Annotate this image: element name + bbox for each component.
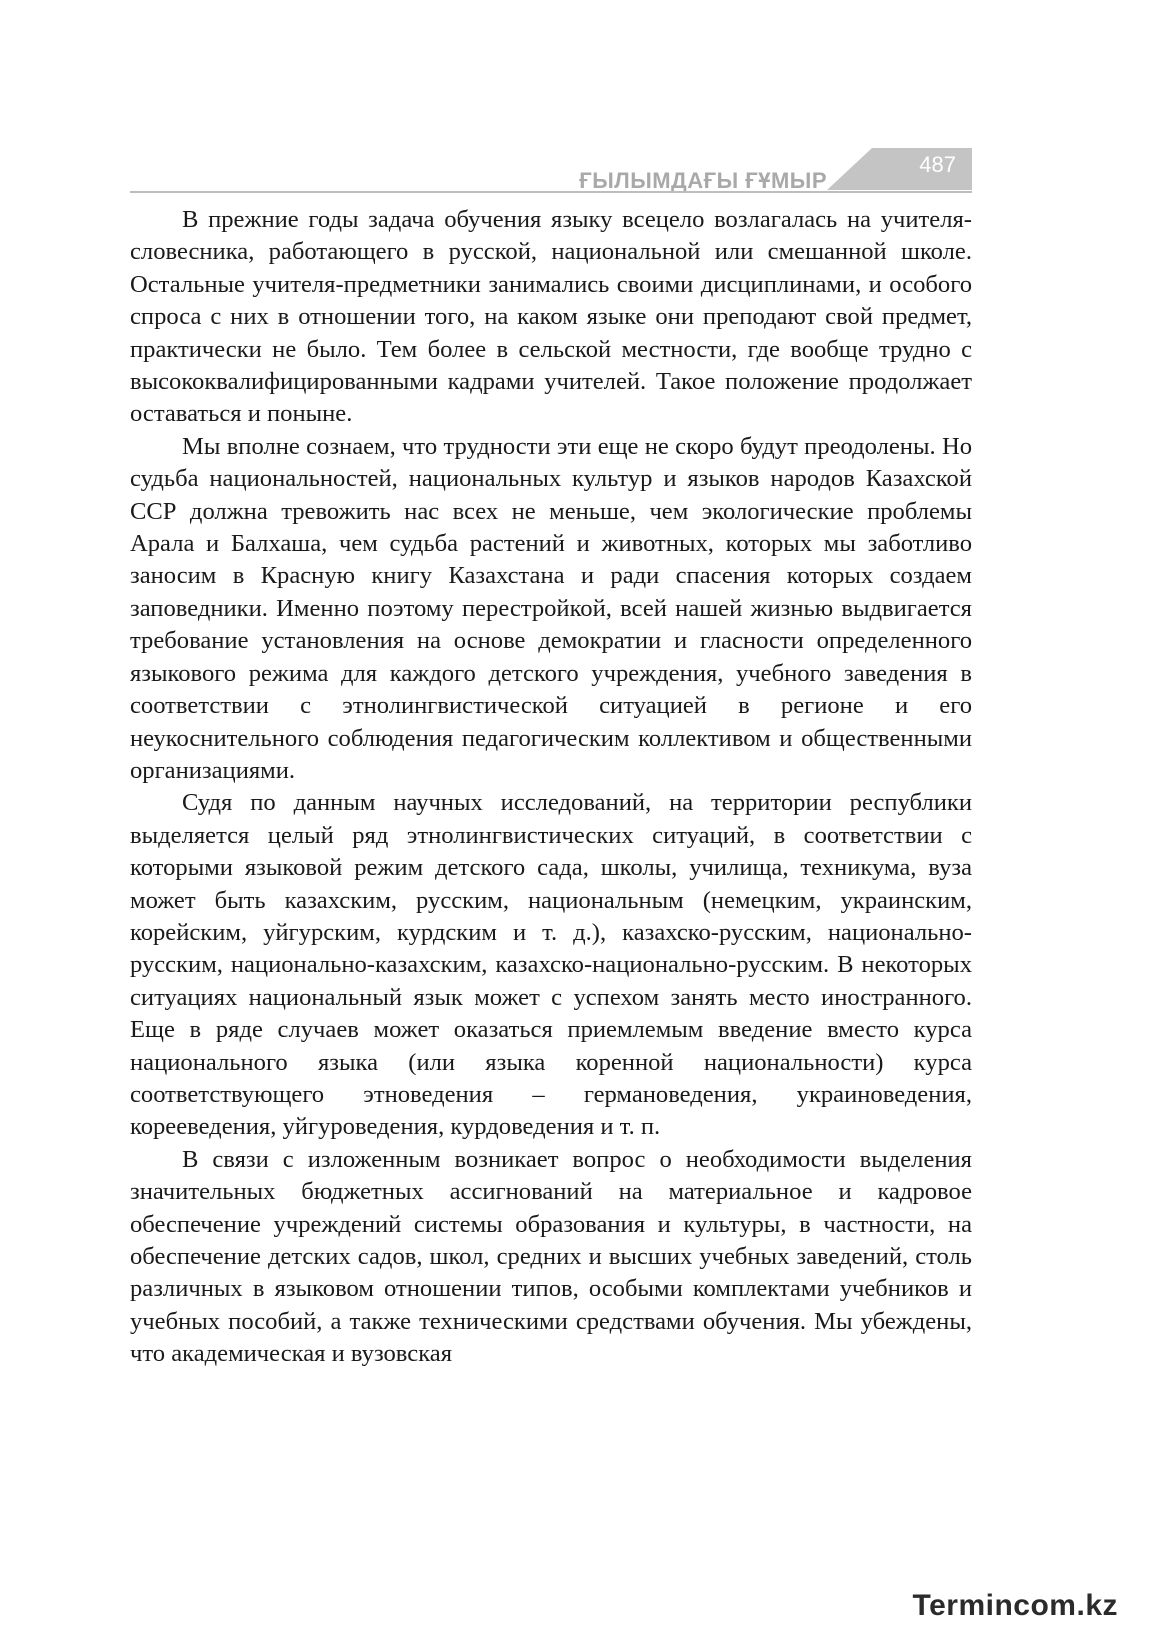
running-header [130, 148, 972, 196]
paragraph: Мы вполне сознаем, что трудности эти еще не скоро будут преодолены. Но судьба национальностей, национальных культур и языков народов Казахской ССР должна тревожить нас всех не меньше, чем экологические проблемы Арала и Балхаша, чем судьба растений и животных, которых мы заботливо заносим в Красную книгу Казахстана и ради спасения которых создаем заповедники. Именно поэтому перестройкой, всей нашей жизнью выдвигается требование установления на основе демократии и гласности определенного языкового режима для каждого детского учреждения, учебного заведения в соответствии с этнолингвистической ситуацией в регионе и его неукоснительного соблюдения педагогическим коллективом и общественными организациями. [130, 432, 972, 784]
paragraph: Судя по данным научных исследований, на территории республики выделяется целый ряд этнолингвистических ситуаций, в соответствии с которыми языковой режим детского сада, школы, училища, техникума, вуза может быть казахским, русским, национальным (немецким, украинским, корейским, уйгурским, курдским и т. д.), казахско-русским, национально-русским, национально-казахским, казахско-национально-русским. В некоторых ситуациях национальный язык может с успехом занять место иностранного. Еще в ряде случаев может оказаться приемлемым введение вместо курса национального языка (или языка коренной национальности) курса соответствующего этноведения – германоведения, украиноведения, корееведения, уйгуроведения, курдоведения и т. п. [130, 789, 972, 1141]
paragraph: В связи с изложенным возникает вопрос о необходимости выделения значительных бюджетных ассигнований на материальное и кадровое обеспечение учреждений системы образования и культуры, в частности, на обеспечение детских садов, школ, средних и высших учебных заведений, столь различных в языковом отношении типов, особыми комплектами учебников и учебных пособий, а также техническими средствами обучения. Мы убеждены, что академическая и вузовская [130, 1145, 972, 1368]
header-rule [130, 191, 972, 193]
page-number: 487 [919, 152, 956, 177]
running-header-title: ҒЫЛЫМДАҒЫ ҒҰМЫР [579, 168, 827, 193]
watermark-logo: Termincom.kz [912, 1589, 1118, 1622]
body-text [130, 204, 972, 1371]
paragraph: В прежние годы задача обучения языку всецело возлагалась на учителя-словесника, работающего в русской, национальной или смешанной школе. Остальные учителя-предметники занимались своими дисциплинами, и особого спроса с них в отношении того, на каком языке они преподают свой предмет, практически не было. Тем более в сельской местности, где вообще трудно с высококвалифицированными кадрами учителей. Такое положение продолжает оставаться и поныне. [130, 206, 972, 428]
